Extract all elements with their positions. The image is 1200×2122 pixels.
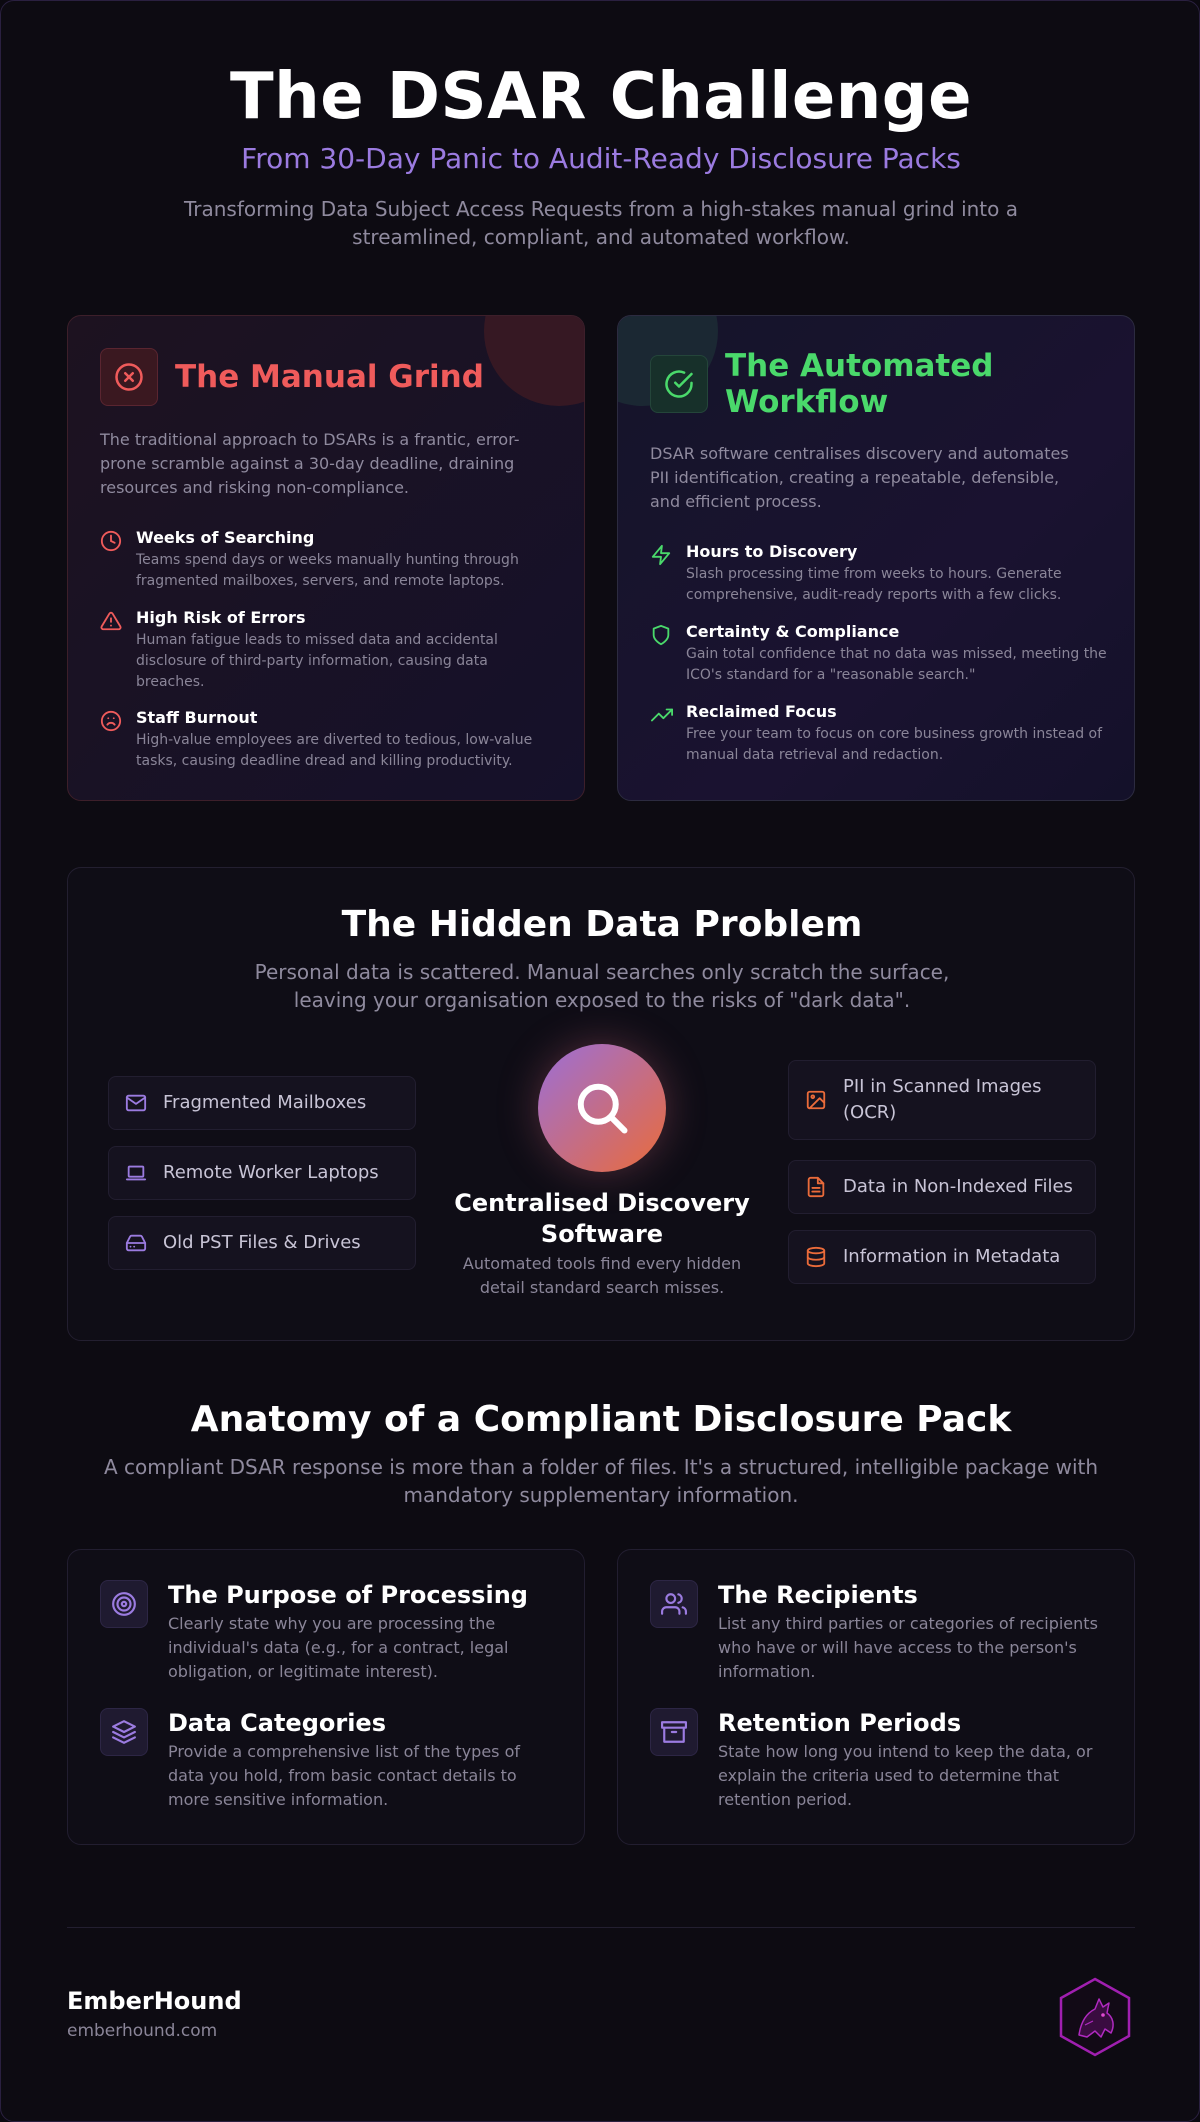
- trending-up-icon: [650, 702, 686, 766]
- search-icon: [538, 1044, 666, 1172]
- feature-title: Hours to Discovery: [686, 542, 858, 561]
- automated-feature: [650, 542, 1110, 606]
- users-icon: [650, 1580, 698, 1628]
- automated-card-description: DSAR software centralises discovery and automates PII identification, creating a repeatable, defensible, and efficient process.: [650, 444, 1069, 511]
- hero-section: [1, 59, 1200, 251]
- anatomy-item-title: The Recipients: [718, 1581, 918, 1609]
- page-subtitle: From 30-Day Panic to Audit-Ready Disclosure Packs: [241, 142, 961, 175]
- anatomy-item-text: List any third parties or categories of recipients who have or will have access to the person's information.: [718, 1614, 1098, 1681]
- archive-icon: [650, 1708, 698, 1756]
- anatomy-item: [100, 1708, 560, 1812]
- hound-hexagon-logo[interactable]: [1059, 1977, 1131, 2057]
- anatomy-card-left: [67, 1549, 585, 1845]
- anatomy-item-title: The Purpose of Processing: [168, 1581, 528, 1609]
- feature-title: Certainty & Compliance: [686, 622, 900, 641]
- page-title: The DSAR Challenge: [230, 60, 972, 134]
- brand-url-link[interactable]: emberhound.com: [67, 2021, 218, 2041]
- feature-text: Human fatigue leads to missed data and accidental disclosure of third-party information, causing data breaches.: [136, 632, 498, 690]
- chip-label: Data in Non-Indexed Files: [843, 1176, 1073, 1197]
- warning-triangle-icon: [100, 608, 136, 693]
- anatomy-card-right: [617, 1549, 1135, 1845]
- image-icon: [805, 1089, 843, 1111]
- anatomy-title: Anatomy of a Compliant Disclosure Pack: [190, 1399, 1012, 1440]
- anatomy-item: [650, 1708, 1110, 1812]
- check-circle-icon: [650, 355, 708, 413]
- chip-label: PII in Scanned Images (OCR): [843, 1076, 1042, 1123]
- mail-icon: [125, 1092, 163, 1114]
- chip-label: Remote Worker Laptops: [163, 1162, 379, 1183]
- anatomy-subtitle: A compliant DSAR response is more than a folder of files. It's a structured, intelligible package with mandatory supplementary information.: [103, 1455, 1099, 1507]
- target-icon: [100, 1580, 148, 1628]
- data-source-chip: [108, 1146, 416, 1200]
- feature-title: Staff Burnout: [136, 708, 258, 727]
- feature-text: Teams spend days or weeks manually hunting through fragmented mailboxes, servers, and remote laptops.: [136, 552, 519, 589]
- database-icon: [805, 1246, 843, 1268]
- file-text-icon: [805, 1176, 843, 1198]
- brand-name: EmberHound: [67, 1987, 242, 2015]
- data-source-chip: [788, 1230, 1096, 1284]
- feature-title: Weeks of Searching: [136, 528, 315, 547]
- automated-feature: [650, 702, 1110, 766]
- clock-icon: [100, 528, 136, 592]
- chip-label: Fragmented Mailboxes: [163, 1092, 367, 1113]
- data-source-chip: [108, 1076, 416, 1130]
- layers-icon: [100, 1708, 148, 1756]
- anatomy-item: [100, 1580, 560, 1684]
- automated-card-header: [650, 348, 1055, 420]
- feature-text: Free your team to focus on core business growth instead of manual data retrieval and redaction.: [686, 726, 1103, 763]
- sad-face-icon: [100, 708, 136, 772]
- anatomy-item-text: State how long you intend to keep the data, or explain the criteria used to determine that retention period.: [718, 1742, 1093, 1809]
- anatomy-item-title: Data Categories: [168, 1709, 386, 1737]
- automated-feature: [650, 622, 1110, 686]
- feature-title: High Risk of Errors: [136, 608, 306, 627]
- anatomy-item-text: Clearly state why you are processing the individual's data (e.g., for a contract, legal obligation, or legitimate interest).: [168, 1614, 509, 1681]
- hard-drive-icon: [125, 1232, 163, 1254]
- laptop-icon: [125, 1162, 163, 1184]
- chip-label: Old PST Files & Drives: [163, 1232, 361, 1253]
- data-source-chip: [788, 1060, 1096, 1140]
- decorative-blob: [484, 315, 585, 406]
- manual-card-description: The traditional approach to DSARs is a frantic, error-prone scramble against a 30-day deadline, draining resources and risking non-compliance.: [100, 430, 520, 497]
- feature-text: High-value employees are diverted to tedious, low-value tasks, causing deadline dread and killing productivity.: [136, 732, 533, 769]
- x-circle-icon: [100, 348, 158, 406]
- feature-title: Reclaimed Focus: [686, 702, 837, 721]
- hero-description: Transforming Data Subject Access Requests from a high-stakes manual grind into a streamlined, compliant, and automated workflow.: [183, 197, 1019, 249]
- feature-text: Slash processing time from weeks to hours. Generate comprehensive, audit-ready reports with a few clicks.: [686, 566, 1062, 603]
- manual-feature: [100, 708, 560, 772]
- automated-card-title: The Automated Workflow: [725, 348, 994, 420]
- manual-grind-card: [67, 315, 585, 801]
- manual-card-header: [100, 348, 484, 406]
- manual-feature: [100, 528, 560, 592]
- automated-workflow-card: [617, 315, 1135, 801]
- hidden-data-title: The Hidden Data Problem: [341, 904, 863, 945]
- lightning-icon: [650, 542, 686, 606]
- data-source-chip: [788, 1160, 1096, 1214]
- footer-divider: [67, 1927, 1135, 1928]
- shield-icon: [650, 622, 686, 686]
- discovery-title: Centralised Discovery Software: [454, 1189, 750, 1248]
- hidden-data-panel: [67, 867, 1135, 1341]
- feature-text: Gain total confidence that no data was missed, meeting the ICO's standard for a "reasonable search.": [686, 646, 1107, 683]
- anatomy-item-text: Provide a comprehensive list of the types of data you hold, from basic contact details to more sensitive information.: [168, 1742, 520, 1809]
- data-source-chip: [108, 1216, 416, 1270]
- discovery-text: Automated tools find every hidden detail standard search misses.: [462, 1254, 742, 1297]
- hidden-data-subtitle: Personal data is scattered. Manual searches only scratch the surface, leaving your organisation exposed to the risks of "dark data".: [254, 960, 950, 1012]
- anatomy-item: [650, 1580, 1110, 1684]
- manual-feature: [100, 608, 560, 693]
- anatomy-item-title: Retention Periods: [718, 1709, 962, 1737]
- manual-card-title: The Manual Grind: [175, 359, 484, 395]
- chip-label: Information in Metadata: [843, 1246, 1061, 1267]
